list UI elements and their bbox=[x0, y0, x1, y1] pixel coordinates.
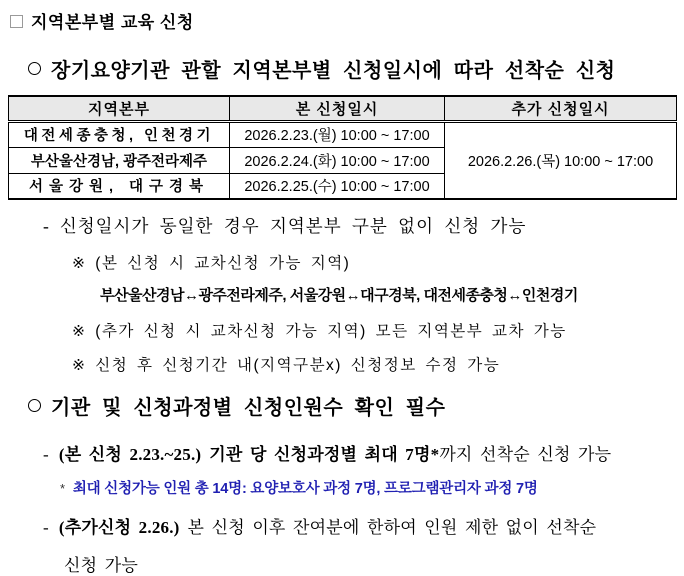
region-cell: 서울강원, 대구경북 bbox=[9, 173, 230, 199]
main-capacity-period: (본 신청 2.23.~25.) bbox=[58, 445, 202, 464]
extra-datetime-cell: 2026.2.26.(목) 10:00 ~ 17:00 bbox=[445, 121, 677, 199]
page-title bbox=[10, 8, 684, 33]
section-heading-capacity-text: 기관 및 신청과정별 신청인원수 확인 필수 bbox=[51, 397, 446, 419]
document bbox=[0, 8, 684, 573]
note-extra-capacity-continuation: 신청 가능 bbox=[64, 556, 138, 575]
col-header-extra-datetime: 추가 신청일시 bbox=[445, 96, 677, 121]
region-cell: 부산울산경남, 광주전라제주 bbox=[9, 147, 230, 173]
main-datetime-cell: 2026.2.25.(수) 10:00 ~ 17:00 bbox=[230, 173, 445, 199]
main-datetime-cell: 2026.2.23.(월) 10:00 ~ 17:00 bbox=[230, 121, 445, 147]
extra-capacity-rest: 본 신청 이후 잔여분에 한하여 인원 제한 없이 선착순 bbox=[187, 518, 597, 537]
extra-capacity-period: (추가신청 2.26.) bbox=[58, 518, 180, 537]
col-header-region: 지역본부 bbox=[9, 96, 230, 121]
schedule-table bbox=[8, 95, 677, 200]
note-equal-datetime bbox=[43, 213, 684, 238]
col-header-main-datetime: 본 신청일시 bbox=[230, 96, 445, 121]
section-heading-schedule-text: 장기요양기관 관할 지역본부별 신청일시에 따라 선착순 신청 bbox=[51, 60, 616, 82]
main-datetime-cell: 2026.2.24.(화) 10:00 ~ 17:00 bbox=[230, 147, 445, 173]
circle-bullet-icon bbox=[28, 62, 41, 75]
circle-bullet-icon bbox=[28, 399, 41, 412]
dash-marker: - bbox=[43, 445, 49, 464]
region-cell: 대전세종충청, 인천경기 bbox=[9, 121, 230, 147]
note-edit-info: ※ 신청 후 신청기간 내(지역구분x) 신청정보 수정 가능 bbox=[72, 357, 501, 374]
main-capacity-rest: 까지 선착순 신청 가능 bbox=[439, 445, 612, 464]
note-cross-regions: 부산울산경남↔광주전라제주, 서울강원↔대구경북, 대전세종충청↔인천경기 bbox=[100, 287, 578, 304]
table-header-row bbox=[9, 96, 677, 121]
page-title-text: 지역본부별 교육 신청 bbox=[31, 13, 194, 32]
dash-marker: - bbox=[43, 518, 49, 537]
asterisk-marker: * bbox=[60, 481, 65, 496]
note-capacity-detail bbox=[60, 477, 684, 498]
section-heading-schedule bbox=[28, 54, 684, 83]
note-capacity-detail-text: 최대 신청가능 인원 총 14명: 요양보호사 과정 7명, 프로그램관리자 과정 7명 bbox=[72, 481, 538, 497]
section-heading-capacity bbox=[28, 391, 684, 420]
note-cross-main: ※ (본 신청 시 교차신청 가능 지역) bbox=[72, 255, 351, 272]
square-bullet-icon bbox=[10, 15, 23, 28]
note-cross-extra: ※ (추가 신청 시 교차신청 가능 지역) 모든 지역본부 교차 가능 bbox=[72, 323, 567, 340]
main-capacity-limit: 기관 당 신청과정별 최대 7명* bbox=[209, 445, 440, 464]
note-main-capacity bbox=[43, 440, 684, 465]
table-row bbox=[9, 121, 677, 147]
note-extra-capacity bbox=[43, 513, 684, 538]
dash-marker: - bbox=[43, 216, 50, 236]
note-equal-datetime-text: 신청일시가 동일한 경우 지역본부 구분 없이 신청 가능 bbox=[59, 216, 527, 236]
